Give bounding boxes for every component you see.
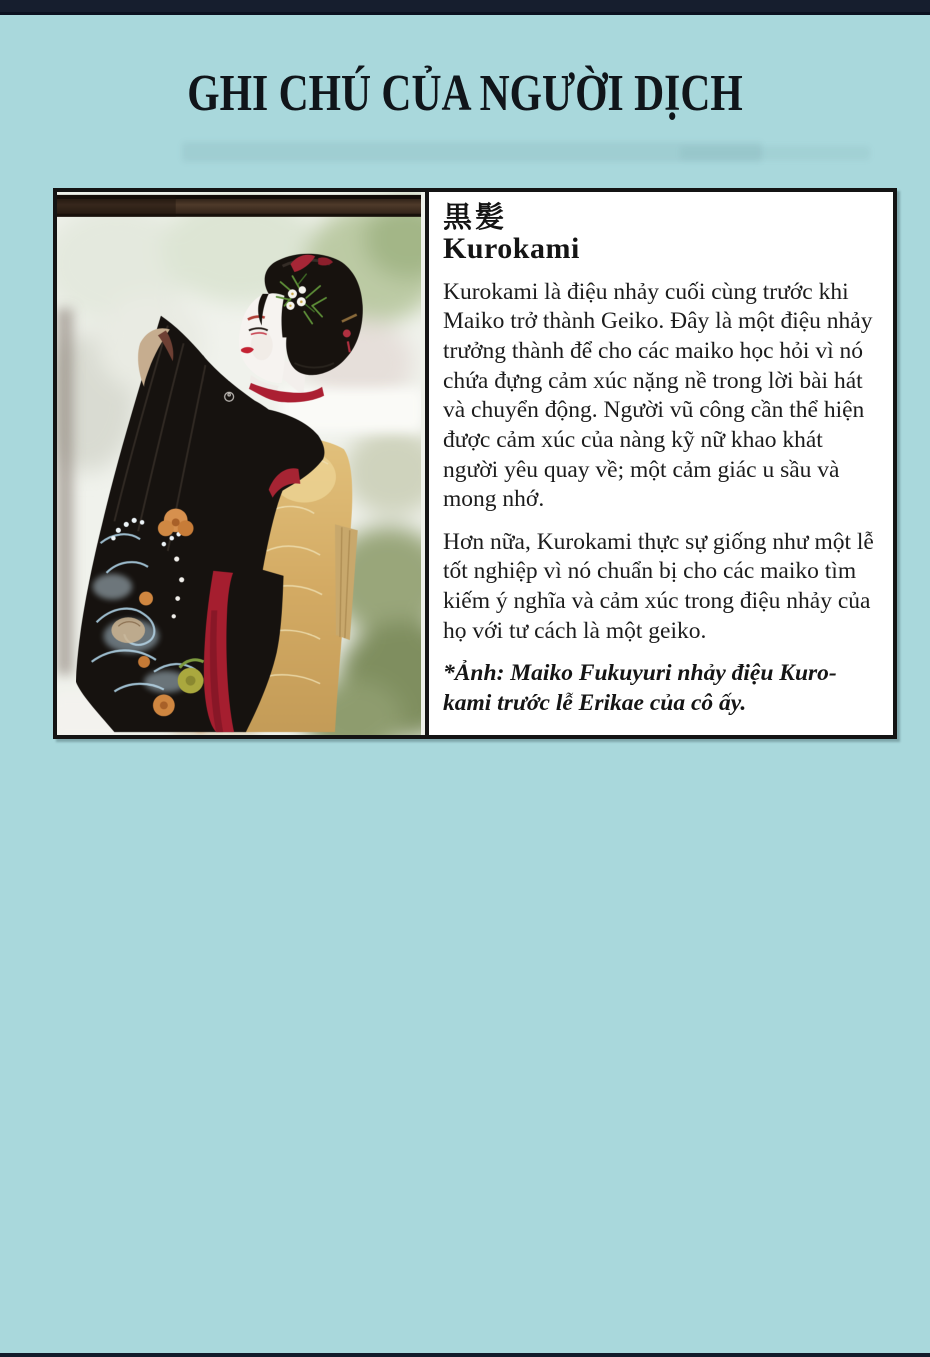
maiko-photo-illustration: [57, 192, 421, 735]
photo-caption-line-2: kami trước lễ Erikae của cô ấy.: [443, 689, 747, 716]
page-title: GHI CHÚ CỦA NGƯỜI DỊCH: [187, 65, 743, 122]
note-paragraph-2: Hơn nữa, Kurokami thực sự giống như một lễ tốt nghiệp vì nó chuẩn bị cho các maiko tìm kiếm ý nghĩa và cảm xúc trong điệu nhảy của họ với tư cách là một geiko.: [443, 528, 874, 644]
photo-caption: [443, 659, 877, 718]
note-paragraph-1: Kurokami là điệu nhảy cuối cùng trước khi Maiko trở thành Geiko. Đây là một điệu nhảy trưởng thành để cho các maiko học hỏi vì nó chứa đựng cảm xúc nặng nề trong lời bài hát và chuyển động. Người vũ công cần thể hiện được cảm xúc của nàng kỹ nữ khao khát người yêu quay về; một cảm giác u sầu và mong nhớ.: [443, 278, 873, 513]
photo-pane: [57, 192, 429, 735]
note-text-pane: [429, 192, 893, 735]
heading-romaji: Kurokami: [443, 232, 580, 266]
faded-text-remnant: [182, 142, 762, 162]
faded-text-remnant: [680, 146, 870, 160]
top-bar: [0, 0, 930, 15]
bottom-bar: [0, 1353, 930, 1357]
heading-japanese: 黒髪: [443, 200, 508, 234]
photo-caption-line-1: *Ảnh: Maiko Fukuyuri nhảy điệu Kuro-: [443, 660, 837, 687]
translator-note-card: [53, 188, 897, 739]
